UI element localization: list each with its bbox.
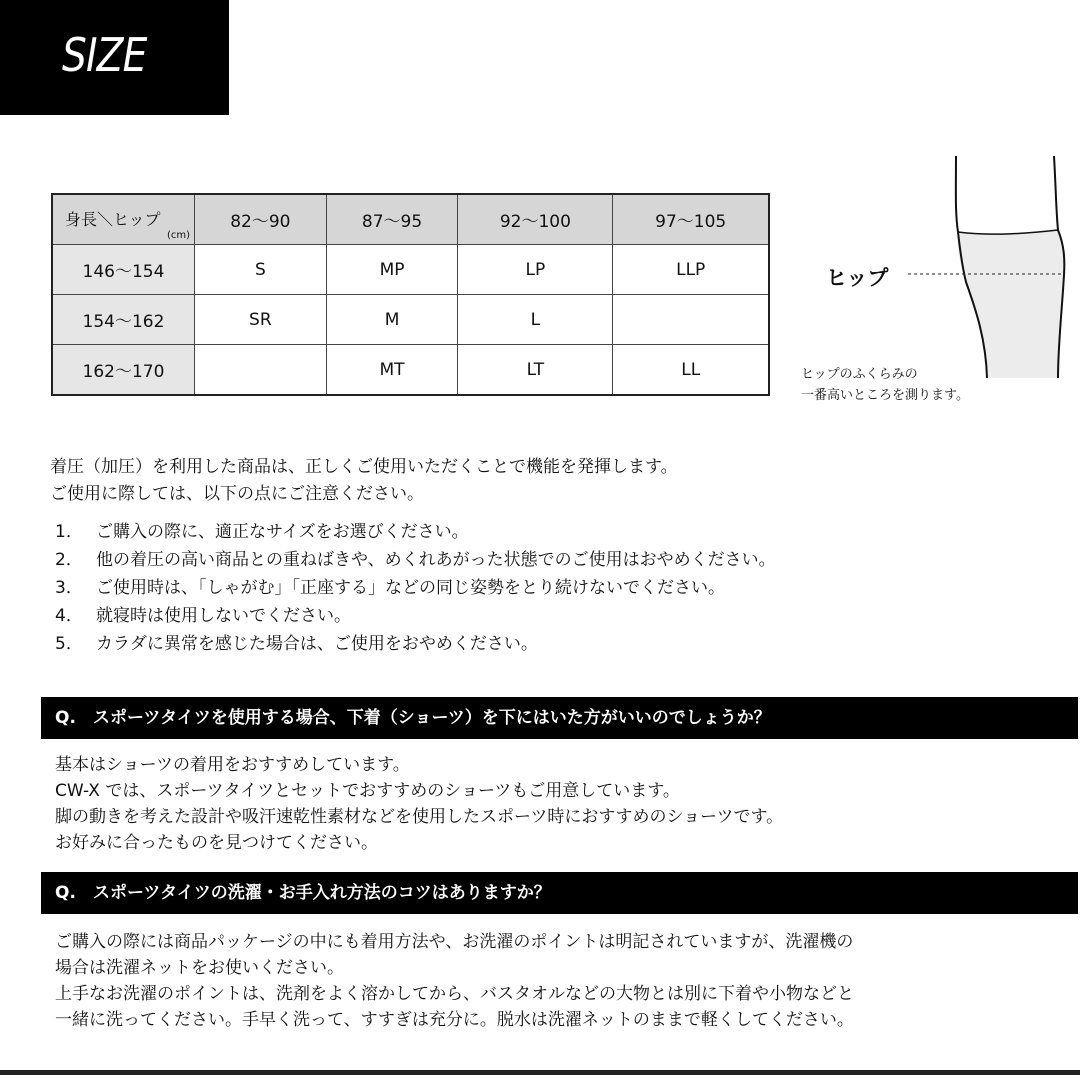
item-text: ご購入の際に、適正なサイズをお選びください。 <box>96 522 469 542</box>
hip-note-line: ヒップのふくらみの <box>801 367 918 382</box>
answer-line: CW-X では、スポーツタイツとセットでおすすめのショーツもご用意しています。 <box>55 781 680 801</box>
size-cell <box>195 345 327 396</box>
item-text: カラダに異常を感じた場合は、ご使用をおやめください。 <box>96 634 538 654</box>
intro-text <box>50 454 678 508</box>
table-row <box>52 295 769 345</box>
size-cell: S <box>195 245 327 295</box>
answer-line: 基本はショーツの着用をおすすめしています。 <box>55 755 410 775</box>
size-title: SIZE <box>62 28 147 82</box>
size-cell: LT <box>458 345 613 396</box>
size-cell: SR <box>195 295 327 345</box>
list-item <box>50 546 776 574</box>
size-cell: M <box>326 295 458 345</box>
size-chart-table <box>51 193 770 396</box>
list-item <box>50 574 776 602</box>
size-cell: L <box>458 295 613 345</box>
table-corner-cell <box>52 194 195 245</box>
size-cell: LLP <box>613 245 769 295</box>
item-number: 4． <box>55 606 83 626</box>
corner-unit: (cm) <box>166 230 190 241</box>
item-number: 5． <box>55 634 83 654</box>
question-text: スポーツタイツの洗濯・お手入れ方法のコツはありますか？ <box>93 883 551 903</box>
bottom-divider <box>0 1070 1080 1075</box>
item-number: 2． <box>55 550 83 570</box>
faq-answer <box>55 752 783 856</box>
table-row <box>52 345 769 396</box>
question-text: スポーツタイツを使用する場合、下着（ショーツ）を下にはいた方がいいのでしょうか？ <box>93 708 771 728</box>
row-header: 162〜170 <box>52 345 195 396</box>
size-banner <box>0 0 229 115</box>
size-cell: MT <box>326 345 458 396</box>
row-header: 154〜162 <box>52 295 195 345</box>
list-item <box>50 630 776 658</box>
answer-line: 脚の動きを考えた設計や吸汗速乾性素材などを使用したスポーツ時におすすめのショーツです。 <box>55 807 784 827</box>
size-cell <box>613 295 769 345</box>
answer-line: 場合は洗濯ネットをお使いください。 <box>55 958 344 978</box>
faq-question-bar <box>41 872 1078 914</box>
hip-note <box>801 364 969 406</box>
item-text: ご使用時は、「しゃがむ」「正座する」などの同じ姿勢をとり続けないでください。 <box>96 578 725 598</box>
column-header: 82〜90 <box>195 194 327 245</box>
item-text: 他の着圧の高い商品との重ねばきや、めくれあがった状態でのご使用はおやめください。 <box>96 550 776 570</box>
table-header-row <box>52 194 769 245</box>
size-cell: LL <box>613 345 769 396</box>
column-header: 87〜95 <box>326 194 458 245</box>
column-header: 97〜105 <box>613 194 769 245</box>
item-number: 1． <box>55 522 83 542</box>
row-header: 146〜154 <box>52 245 195 295</box>
intro-line: ご使用に際しては、以下の点にご注意ください。 <box>50 484 424 504</box>
answer-line: 一緒に洗ってください。手早く洗って、すすぎは充分に。脱水は洗濯ネットのままで軽くしてください。 <box>55 1010 854 1030</box>
question-mark-label: Q. <box>55 883 76 903</box>
hip-note-line: 一番高いところを測ります。 <box>801 388 969 403</box>
size-cell: LP <box>458 245 613 295</box>
faq-answer <box>55 929 854 1033</box>
item-number: 3． <box>55 578 83 598</box>
list-item <box>50 518 776 546</box>
faq-question-bar <box>41 697 1078 739</box>
answer-line: 上手なお洗濯のポイントは、洗剤をよく溶かしてから、バスタオルなどの大物とは別に下着や小物などと <box>55 984 854 1004</box>
answer-line: お好みに合ったものを見つけてください。 <box>55 833 378 853</box>
table-row <box>52 245 769 295</box>
precaution-list <box>50 518 776 658</box>
question-mark-label: Q. <box>55 708 76 728</box>
column-header: 92〜100 <box>458 194 613 245</box>
list-item <box>50 602 776 630</box>
answer-line: ご購入の際には商品パッケージの中にも着用方法や、お洗濯のポイントは明記されていますが、洗濯機の <box>55 932 854 952</box>
size-cell: MP <box>326 245 458 295</box>
intro-line: 着圧（加圧）を利用した商品は、正しくご使用いただくことで機能を発揮します。 <box>50 457 678 477</box>
hip-label: ヒップ <box>826 266 889 290</box>
item-text: 就寝時は使用しないでください。 <box>96 606 351 626</box>
corner-label: 身長＼ヒップ <box>65 210 161 229</box>
